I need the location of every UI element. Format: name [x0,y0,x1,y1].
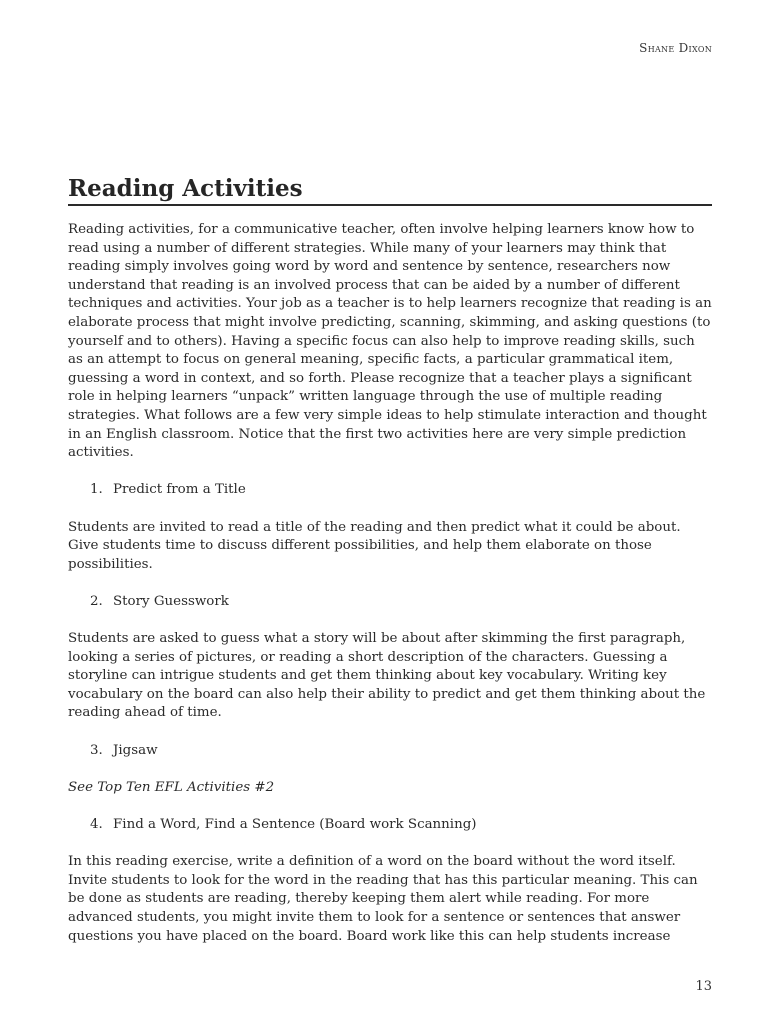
activity-paragraph-1: Students are invited to read a title of the reading and then predict what it could be about. Give students time to discuss different possibilities, and help them elaborate on those possibilities. [68,519,681,572]
activity-title: Jigsaw [113,742,158,758]
section-body [68,221,712,946]
intro-paragraph: Reading activities, for a communicative teacher, often involve helping learners know how to read using a number of different strategies. While many of your learners may think that reading simply involves going word by word and sentence by sentence, researchers now understand that reading is an involved process that can be aided by a number of different techniques and activities. Your job as a teacher is to help learners recognize that reading is an elaborate process that might involve predicting, scanning, skimming, and asking questions (to yourself and to others). Having a specific focus can also help to improve reading skills, such as an attempt to focus on general meaning, specific facts, a particular grammatical item, guessing a word in context, and so forth. Please recognize that a teacher plays a significant role in helping learners “unpack” written language through the use of multiple reading strategies. What follows are a few very simple ideas to help stimulate interaction and thought in an English classroom. Notice that the first two activities here are very simple prediction activities. [68,222,712,461]
document-page [68,0,712,1024]
activity-title: Story Guesswork [113,593,229,609]
activity-heading-1 [68,481,712,500]
section-title: Reading Activities [68,175,712,206]
running-head-author: Shane Dixon [639,41,712,55]
activity-heading-2 [68,593,712,612]
activity-number: 4. [90,817,103,832]
activity-number: 3. [90,742,103,758]
activity-number: 1. [90,482,103,498]
activity-paragraph-2: Students are asked to guess what a story will be about after skimming the first paragraph, looking a series of pictures, or reading a short description of the characters. Guessing a storyline can intrigue students and get them thinking about key vocabulary. Writing key vocabulary on the board can also help their ability to predict and get them thinking about the reading ahead of time. [68,631,706,721]
activity-cross-reference-3: See Top Ten EFL Activities #2 [68,779,275,795]
activity-number: 2. [90,593,103,609]
activity-paragraph-4: In this reading exercise, write a definition of a word on the board without the word itself. Invite students to look for the word in the reading that has this particular meaning. This can be done as students are reading, thereby keeping them alert while reading. For more advanced students, you might invite them to look for a sentence or sentences that answer questions you have placed on the board. Board work like this can help students increase [68,854,698,944]
activity-title: Find a Word, Find a Sentence (Board work Scanning) [113,817,477,832]
activity-title: Predict from a Title [113,482,246,498]
page-number: 13 [695,979,712,994]
activity-heading-3 [68,742,712,761]
activity-heading-4 [68,816,712,835]
